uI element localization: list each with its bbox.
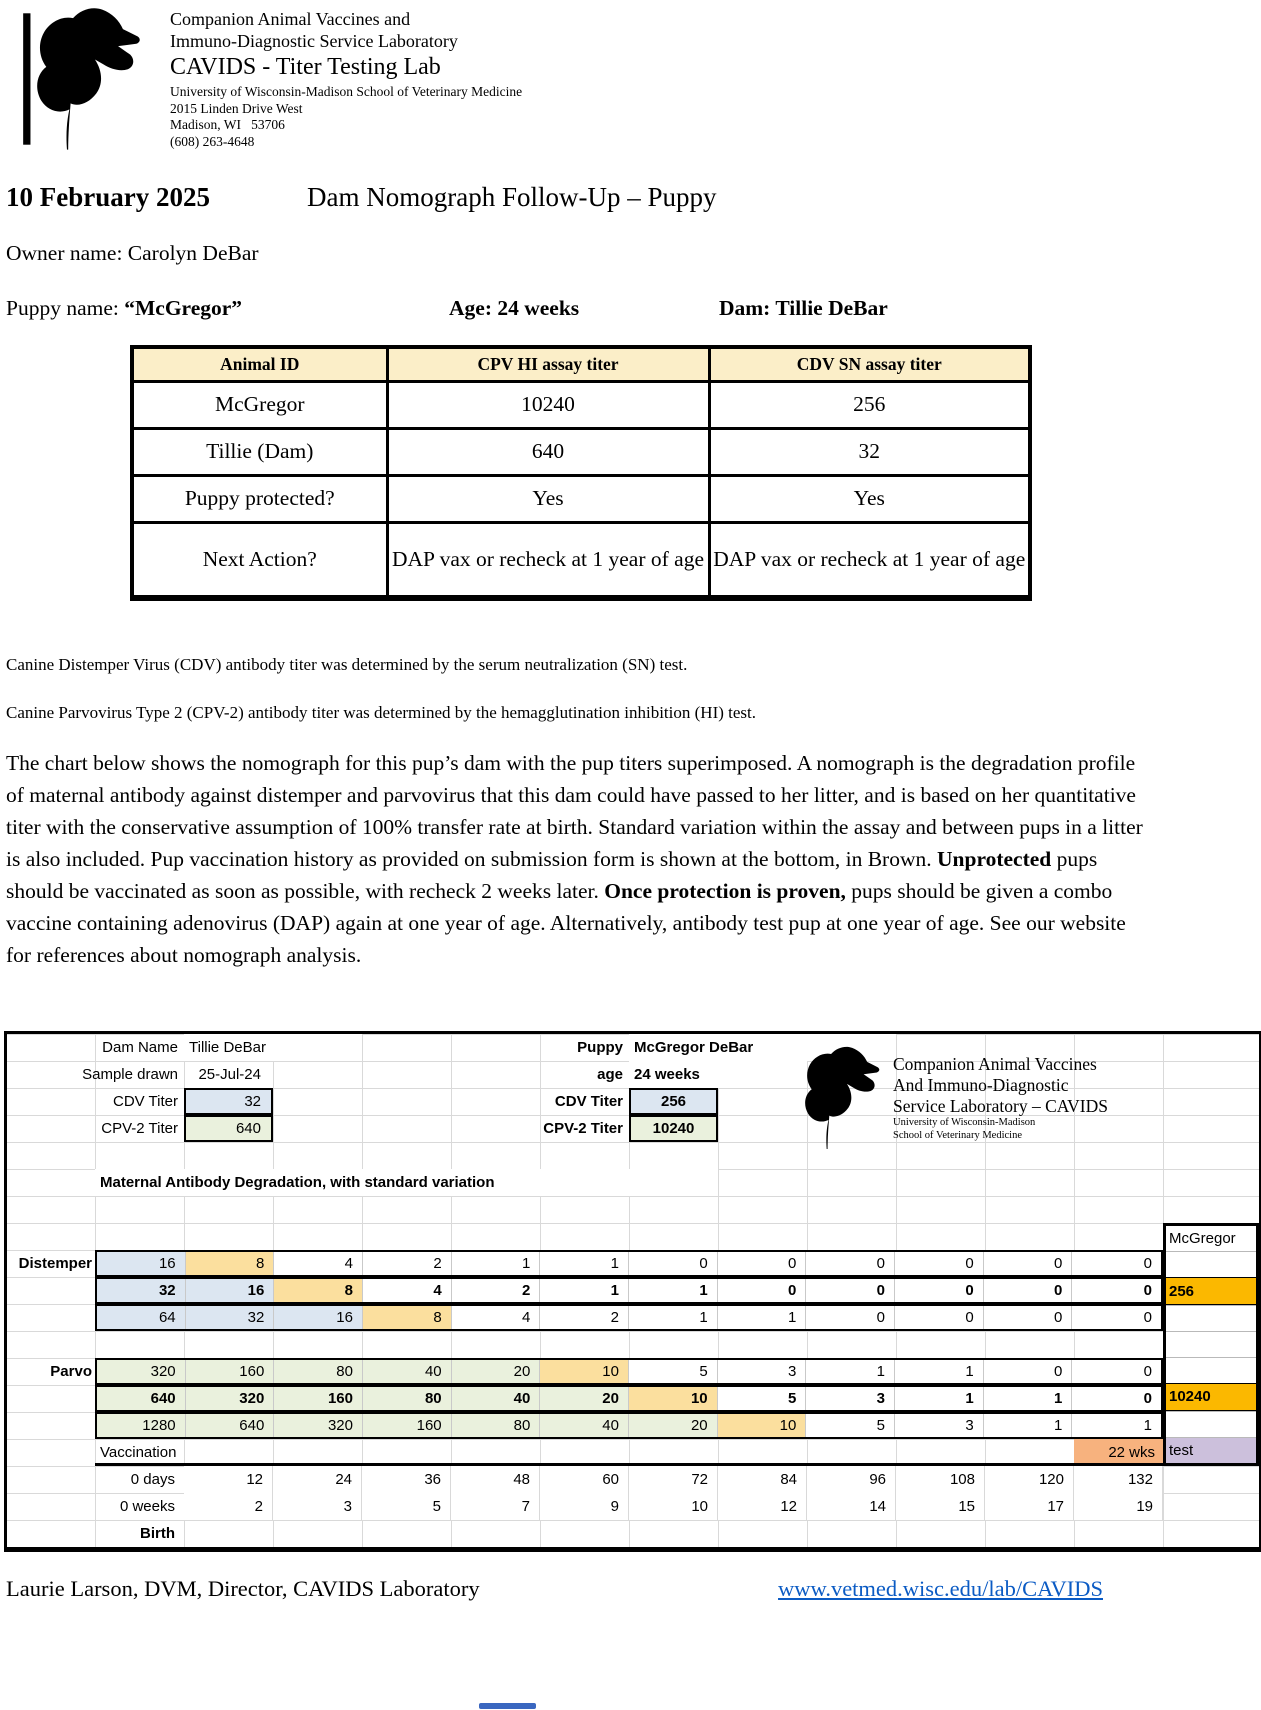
- titer-cell: 80: [452, 1414, 541, 1437]
- nomograph-explanation: The chart below shows the nomograph for this pup’s dam with the pup titers superimposed. A nomograph is the degradation profile of maternal antibody against distemper and parvovirus that this dam could have passed to her litter, and is based on her quantitative titer with the conservative assumption of 100% transfer rate at birth. Standard variation within the assay and between pups in a litter is also included. Pup vaccination history as provided on submission form is shown at the bottom, in Brown. Unprotected pups should be vaccinated as soon as possible, with recheck 2 weeks later. Once protection is proven, pups should be given a combo vaccine containing adenovirus (DAP) again at one year of age. Alternatively, antibody test pup at one year of age. See our website for references about nomograph analysis.: [6, 751, 1143, 967]
- titer-cell: 1: [629, 1279, 718, 1302]
- table-cell: Puppy protected?: [132, 475, 387, 522]
- sheet-logo-line5: School of Veterinary Medicine: [893, 1129, 1022, 1141]
- titer-cell: 0: [984, 1360, 1073, 1383]
- titer-cell: 2: [540, 1306, 629, 1329]
- empty-cell: [1166, 1357, 1256, 1383]
- puppy-age: Age: 24 weeks: [449, 296, 580, 320]
- sheet-logo-line4: University of Wisconsin-Madison: [893, 1117, 1036, 1128]
- titer-cell: 8: [186, 1252, 275, 1275]
- week-cell: 12: [718, 1493, 807, 1520]
- titer-cell: 0: [895, 1252, 984, 1275]
- puppy-cpv-value: 10240: [629, 1115, 718, 1142]
- cpv-method-note: Canine Parvovirus Type 2 (CPV-2) antibody titer was determined by the hemagglutination inhibition (HI) test.: [6, 703, 756, 722]
- titer-cell: 40: [540, 1414, 629, 1437]
- titer-cell: 0: [718, 1279, 807, 1302]
- titer-cell: 20: [452, 1360, 541, 1383]
- titer-cell: 4: [363, 1279, 452, 1302]
- lab-city: Madison, WI 53706: [170, 117, 285, 132]
- empty-cell: [1166, 1251, 1256, 1277]
- titer-cell: 1: [895, 1360, 984, 1383]
- table-cell: Yes: [387, 475, 709, 522]
- week-cell: 3: [273, 1493, 362, 1520]
- titer-cell: 1: [540, 1279, 629, 1302]
- titer-cell: 1: [984, 1387, 1073, 1410]
- lab-street: 2015 Linden Drive West: [170, 100, 303, 116]
- dam-cdv-value: 32: [184, 1088, 273, 1115]
- section-title: Maternal Antibody Degradation, with standard variation: [95, 1169, 718, 1196]
- titer-cell: 1: [895, 1387, 984, 1410]
- lab-website-link[interactable]: www.vetmed.wisc.edu/lab/CAVIDS: [778, 1576, 1103, 1601]
- days-row-label: 0 days: [130, 1471, 175, 1488]
- titer-cell: 640: [97, 1387, 186, 1410]
- day-cell: 24: [273, 1466, 362, 1493]
- empty-cell: [1166, 1305, 1256, 1331]
- dog-silhouette-icon: [8, 6, 160, 152]
- titer-cell: 160: [363, 1414, 452, 1437]
- titer-cell: 80: [274, 1360, 363, 1383]
- titer-cell: 16: [97, 1252, 186, 1275]
- lab-phone: (608) 263-4648: [170, 133, 255, 149]
- table-row: [132, 522, 1030, 598]
- puppy-cpv-label: CPV-2 Titer: [543, 1120, 623, 1137]
- table-cell: DAP vax or recheck at 1 year of age: [709, 522, 1030, 598]
- table-cell: 10240: [387, 381, 709, 428]
- birth-label: Birth: [140, 1525, 175, 1542]
- titer-results-table: [130, 345, 1032, 601]
- puppy-name-cell: McGregor DeBar: [629, 1034, 896, 1061]
- titer-cell: 1: [718, 1306, 807, 1329]
- titer-cell: 320: [186, 1387, 275, 1410]
- weeks-row-label: 0 weeks: [119, 1498, 175, 1515]
- titer-row: [95, 1304, 1163, 1331]
- day-cell: 84: [718, 1466, 807, 1493]
- table-row: [132, 381, 1030, 428]
- day-cell: 48: [451, 1466, 540, 1493]
- nomograph-spreadsheet: [4, 1031, 1261, 1552]
- lab-school: University of Wisconsin-Madison School of Veterinary Medicine: [170, 84, 523, 99]
- titer-cell: 3: [718, 1360, 807, 1383]
- titer-cell: 64: [97, 1306, 186, 1329]
- sheet-logo-line3: Service Laboratory – CAVIDS: [893, 1096, 1108, 1116]
- titer-cell: 0: [984, 1306, 1073, 1329]
- days-row: [184, 1466, 1163, 1493]
- titer-cell: 10: [718, 1414, 807, 1437]
- week-cell: 14: [807, 1493, 896, 1520]
- empty-cell: [1166, 1331, 1256, 1357]
- week-cell: 5: [362, 1493, 451, 1520]
- cutoff-link-fragment: [479, 1703, 536, 1709]
- sheet-logo-line2: And Immuno-Diagnostic: [893, 1075, 1069, 1095]
- puppy-label: Puppy: [577, 1039, 623, 1056]
- table-row: [132, 428, 1030, 475]
- header-animal-id: Animal ID: [132, 347, 387, 381]
- cavids-logo: [8, 6, 160, 152]
- week-cell: 19: [1074, 1493, 1163, 1520]
- table-cell: 256: [709, 381, 1030, 428]
- titer-cell: 0: [1143, 1282, 1152, 1299]
- weeks-row: [184, 1493, 1163, 1520]
- table-cell: 32: [709, 428, 1030, 475]
- titer-cell: 0: [718, 1252, 807, 1275]
- sample-drawn-value: 25-Jul-24: [198, 1066, 261, 1083]
- titer-cell: 1: [629, 1306, 718, 1329]
- titer-cell: 320: [274, 1414, 363, 1437]
- titer-cell: 0: [1143, 1363, 1152, 1380]
- titer-row: [95, 1277, 1163, 1304]
- titer-cell: 320: [97, 1360, 186, 1383]
- mcgregor-cpv-result: 10240: [1166, 1383, 1256, 1410]
- titer-cell: 0: [1143, 1309, 1152, 1326]
- titer-cell: 20: [629, 1414, 718, 1437]
- titer-cell: 10: [629, 1387, 718, 1410]
- titer-cell: 2: [452, 1279, 541, 1302]
- week-cell: 15: [896, 1493, 985, 1520]
- titer-row: [95, 1412, 1163, 1439]
- dam-name-value: Tillie DeBar: [184, 1034, 362, 1061]
- titer-cell: 0: [806, 1306, 895, 1329]
- letterhead: [0, 0, 1261, 152]
- titer-row: [95, 1358, 1163, 1385]
- titer-cell: 3: [895, 1414, 984, 1437]
- titer-cell: 0: [806, 1279, 895, 1302]
- header-cpv-titer: CPV HI assay titer: [387, 347, 709, 381]
- day-cell: 96: [807, 1466, 896, 1493]
- footer: [6, 1576, 1261, 1602]
- puppy-dam: Dam: Tillie DeBar: [719, 296, 888, 320]
- titer-cell: 0: [629, 1252, 718, 1275]
- table-cell: 640: [387, 428, 709, 475]
- puppy-line: [6, 296, 1261, 321]
- puppy-name-value: “McGregor”: [124, 296, 243, 320]
- day-cell: 120: [985, 1466, 1074, 1493]
- lab-title: CAVIDS - Titer Testing Lab: [170, 54, 441, 80]
- dam-name-label: Dam Name: [102, 1039, 178, 1056]
- dam-cpv-value: 640: [184, 1115, 273, 1142]
- table-header-row: [132, 347, 1030, 381]
- day-cell: 36: [362, 1466, 451, 1493]
- puppy-age-label: age: [597, 1066, 623, 1083]
- vaccination-week-cell: 22 wks: [1074, 1439, 1163, 1466]
- titer-cell: 0: [806, 1252, 895, 1275]
- week-cell: 7: [451, 1493, 540, 1520]
- table-cell: McGregor: [132, 381, 387, 428]
- titer-row: [95, 1250, 1163, 1277]
- mcgregor-test-cell: test: [1166, 1437, 1256, 1463]
- titer-cell: 5: [718, 1387, 807, 1410]
- titer-cell: 32: [97, 1279, 186, 1302]
- mcgregor-column: [1163, 1223, 1259, 1466]
- titer-cell: 0: [1143, 1390, 1152, 1407]
- letterhead-text: [170, 6, 522, 152]
- parvo-label: Parvo: [50, 1363, 92, 1380]
- puppy-name-label: Puppy name:: [6, 296, 125, 320]
- titer-cell: 16: [274, 1306, 363, 1329]
- table-cell: Yes: [709, 475, 1030, 522]
- distemper-label: Distemper: [18, 1255, 92, 1272]
- puppy-cdv-label: CDV Titer: [554, 1093, 623, 1110]
- titer-cell: 16: [186, 1279, 275, 1302]
- report-date: 10 February 2025: [6, 182, 210, 212]
- day-cell: 132: [1074, 1466, 1163, 1493]
- lab-name-line1: Companion Animal Vaccines and: [170, 9, 411, 29]
- sheet-logo-text: [893, 1054, 1108, 1154]
- mcgregor-cdv-result: 256: [1166, 1277, 1256, 1304]
- titer-cell: 1: [452, 1252, 541, 1275]
- week-cell: 17: [985, 1493, 1074, 1520]
- titer-cell: 4: [452, 1306, 541, 1329]
- day-cell: 72: [629, 1466, 718, 1493]
- titer-cell: 5: [806, 1414, 895, 1437]
- puppy-name-segment: [6, 296, 449, 321]
- titer-cell: 160: [186, 1360, 275, 1383]
- titer-cell: 0: [984, 1252, 1073, 1275]
- header-cdv-titer: CDV SN assay titer: [709, 347, 1030, 381]
- empty-cell: [1166, 1411, 1256, 1437]
- titer-cell: 8: [274, 1279, 363, 1302]
- titer-cell: 20: [540, 1387, 629, 1410]
- title-row: [6, 182, 1261, 213]
- titer-cell: 40: [363, 1360, 452, 1383]
- titer-row: [95, 1385, 1163, 1412]
- titer-cell: 0: [895, 1306, 984, 1329]
- lab-name-line2: Immuno-Diagnostic Service Laboratory: [170, 31, 458, 51]
- dam-cdv-label: CDV Titer: [112, 1093, 178, 1110]
- titer-cell: 640: [186, 1414, 275, 1437]
- owner-line: Owner name: Carolyn DeBar: [6, 241, 259, 265]
- week-cell: 2: [184, 1493, 273, 1520]
- table-row: [132, 475, 1030, 522]
- titer-cell: 0: [984, 1279, 1073, 1302]
- dam-cpv-label: CPV-2 Titer: [101, 1120, 178, 1137]
- titer-cell: 80: [363, 1387, 452, 1410]
- mcgregor-header: McGregor: [1169, 1230, 1236, 1248]
- table-cell: Next Action?: [132, 522, 387, 598]
- day-cell: 108: [896, 1466, 985, 1493]
- titer-cell: 160: [274, 1387, 363, 1410]
- titer-cell: 1: [806, 1360, 895, 1383]
- vaccination-label: Vaccination: [100, 1444, 177, 1461]
- titer-cell: 2: [363, 1252, 452, 1275]
- cdv-method-note: Canine Distemper Virus (CDV) antibody titer was determined by the serum neutralization (SN) test.: [6, 655, 688, 674]
- sheet-logo-line1: Companion Animal Vaccines: [893, 1054, 1097, 1074]
- titer-cell: 1: [540, 1252, 629, 1275]
- titer-cell: 8: [363, 1306, 452, 1329]
- puppy-age-cell: 24 weeks: [629, 1061, 807, 1088]
- puppy-cdv-value: 256: [629, 1088, 718, 1115]
- titer-cell: 1280: [97, 1414, 186, 1437]
- sample-drawn-label: Sample drawn: [82, 1066, 178, 1083]
- day-cell: 12: [184, 1466, 273, 1493]
- page-title: Dam Nomograph Follow-Up – Puppy: [306, 182, 717, 212]
- titer-cell: 32: [186, 1306, 275, 1329]
- titer-cell: 0: [895, 1279, 984, 1302]
- director-signature: Laurie Larson, DVM, Director, CAVIDS Laboratory: [6, 1576, 480, 1601]
- titer-cell: 3: [806, 1387, 895, 1410]
- titer-cell: 1: [984, 1414, 1073, 1437]
- table-cell: DAP vax or recheck at 1 year of age: [387, 522, 709, 598]
- titer-cell: 10: [540, 1360, 629, 1383]
- week-cell: 9: [540, 1493, 629, 1520]
- table-cell: Tillie (Dam): [132, 428, 387, 475]
- titer-cell: 5: [629, 1360, 718, 1383]
- titer-cell: 40: [452, 1387, 541, 1410]
- day-cell: 60: [540, 1466, 629, 1493]
- titer-cell: 0: [1143, 1255, 1152, 1272]
- week-cell: 10: [629, 1493, 718, 1520]
- titer-cell: 4: [274, 1252, 363, 1275]
- titer-cell: 1: [1143, 1417, 1152, 1434]
